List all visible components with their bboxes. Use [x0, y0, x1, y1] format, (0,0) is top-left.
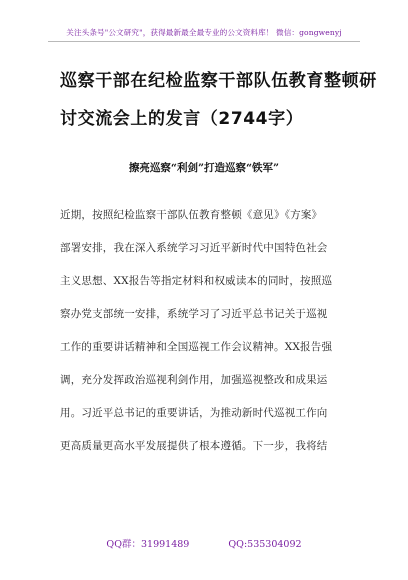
body-line: 近期，按照纪检监察干部队伍教育整顿《意见》《方案》 [60, 209, 323, 221]
body-line: 部署安排，我在深入系统学习习近平新时代中国特色社会 [60, 242, 328, 254]
body-line: 更高质量更高水平发展提供了根本遵循。下一步，我将结 [60, 440, 328, 452]
body-line: 工作的重要讲话精神和全国巡视工作会议精神。XX报告强 [60, 341, 333, 353]
footer-qq-number: QQ:535304092 [228, 539, 302, 550]
body-line: 调，充分发挥政治巡视利剑作用，加强巡视整改和成果运 [60, 374, 328, 386]
footer-qq-group: QQ群：31991489 [106, 539, 190, 550]
header-divider [48, 41, 360, 42]
body-line: 主义思想、XX报告等指定材料和权威读本的同时，按照巡 [60, 275, 333, 287]
document-subtitle: 擦亮巡察“利剑”打造巡察“铁军” [128, 162, 280, 174]
document-title-line-2: 讨交流会上的发言（2744字） [60, 109, 304, 129]
body-line: 察办党支部统一安排，系统学习了习近平总书记关于巡视 [60, 308, 328, 320]
header-promo-text: 关注头条号"公文研究"，获得最新最全最专业的公文资料库！ 微信：gongwenyj [66, 28, 342, 37]
body-line: 用。习近平总书记的重要讲话，为推动新时代巡视工作向 [60, 407, 328, 419]
document-title-line-1: 巡察干部在纪检监察干部队伍教育整顿研 [60, 71, 377, 91]
footer-contact [0, 536, 408, 550]
